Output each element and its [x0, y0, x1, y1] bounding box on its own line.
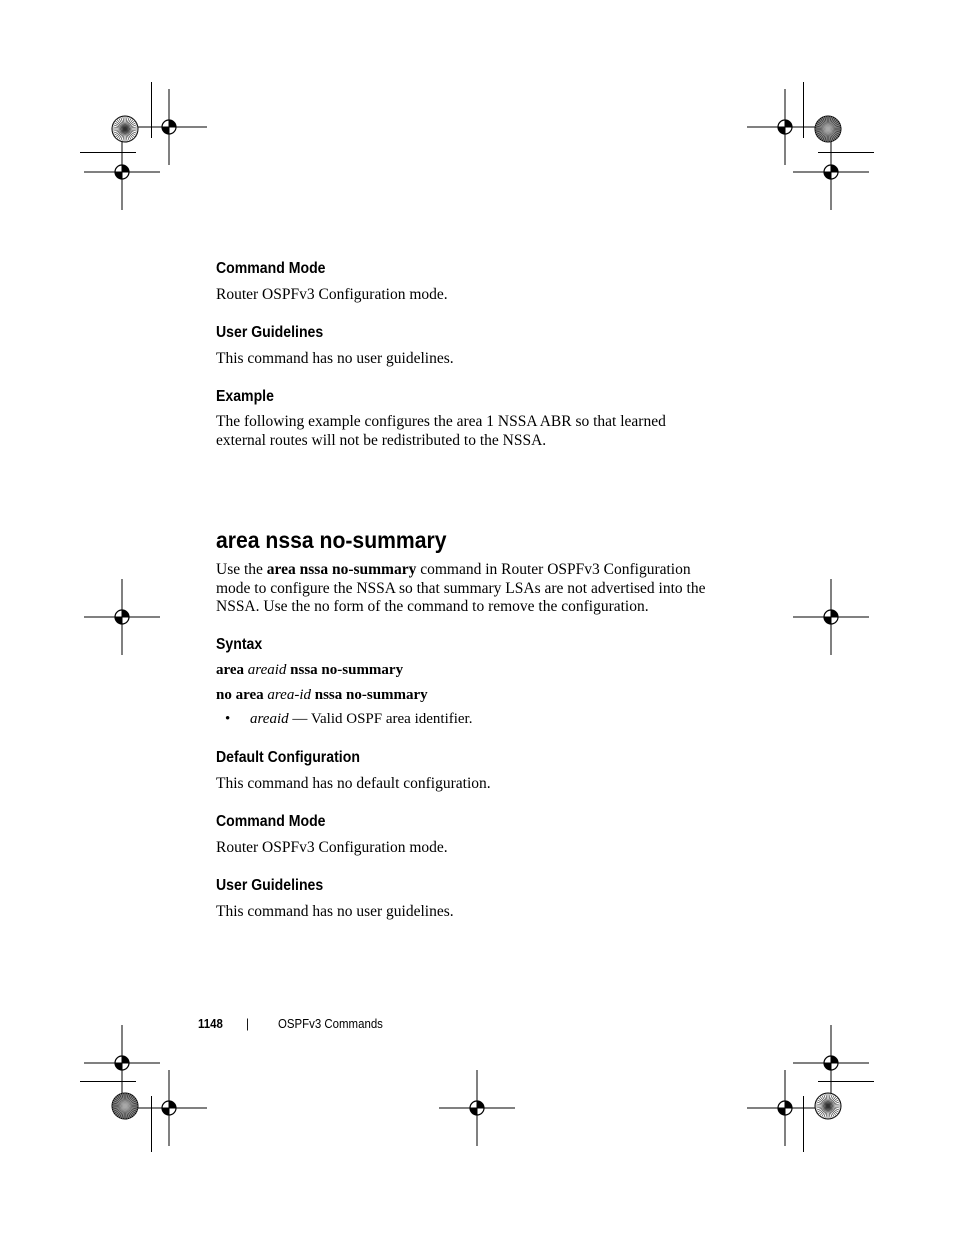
section-command-mode-text: Router OSPFv3 Configuration mode. [216, 839, 448, 856]
default-configuration-text: This command has no default configuration. [216, 775, 491, 792]
registration-mark [793, 579, 869, 655]
footer-chapter: OSPFv3 Commands [278, 1016, 383, 1031]
registration-mark [439, 1070, 515, 1146]
bullet-symbol: • [225, 711, 231, 727]
syntax1-argument: areaid [247, 662, 287, 678]
default-configuration-heading: Default Configuration [216, 749, 360, 766]
syntax2-argument: area-id [267, 687, 311, 703]
section-title: area nssa no-summary [216, 527, 447, 553]
example-text: The following example configures the area 1 NSSA ABR so that learned external routes will not be redistributed to the NSSA. [216, 413, 666, 449]
bullet-argument: areaid [250, 711, 289, 727]
footer-separator: | [246, 1016, 249, 1031]
page-number: 1148 [198, 1016, 223, 1031]
intro-command: area nssa no-summary [266, 561, 417, 578]
section-command-mode-heading: Command Mode [216, 813, 326, 830]
intro-post: command in Router OSPFv3 Configuration mode to configure the NSSA so that summary LSAs are not advertised into the NSSA. Use the no form of the command to remove the configuration. [216, 561, 706, 615]
user-guidelines-heading: User Guidelines [216, 324, 324, 341]
user-guidelines-text: This command has no user guidelines. [216, 350, 454, 367]
syntax-line-1 [216, 662, 403, 679]
registration-mark [131, 1070, 207, 1146]
syntax2-keyword: no area [216, 687, 268, 703]
registration-mark [84, 134, 160, 210]
registration-mark [793, 134, 869, 210]
color-target-mark [110, 1091, 140, 1121]
section-user-guidelines-heading: User Guidelines [216, 877, 324, 894]
section-user-guidelines-text: This command has no user guidelines. [216, 903, 454, 920]
syntax1-keyword-tail: nssa no-summary [286, 662, 404, 678]
registration-mark [84, 579, 160, 655]
color-target-mark [110, 114, 140, 144]
section-intro [216, 561, 708, 617]
example-heading: Example [216, 388, 274, 405]
syntax-heading: Syntax [216, 636, 263, 653]
bullet-text: — Valid OSPF area identifier. [288, 711, 473, 727]
color-target-mark [813, 114, 843, 144]
syntax1-keyword: area [216, 662, 248, 678]
color-target-mark [813, 1091, 843, 1121]
syntax2-keyword-tail: nssa no-summary [311, 687, 428, 703]
bullet-item [250, 711, 472, 728]
registration-mark [747, 1070, 823, 1146]
command-mode-heading: Command Mode [216, 260, 326, 277]
command-mode-text: Router OSPFv3 Configuration mode. [216, 286, 448, 303]
syntax-line-2 [216, 687, 428, 704]
intro-pre: Use the [216, 561, 267, 578]
